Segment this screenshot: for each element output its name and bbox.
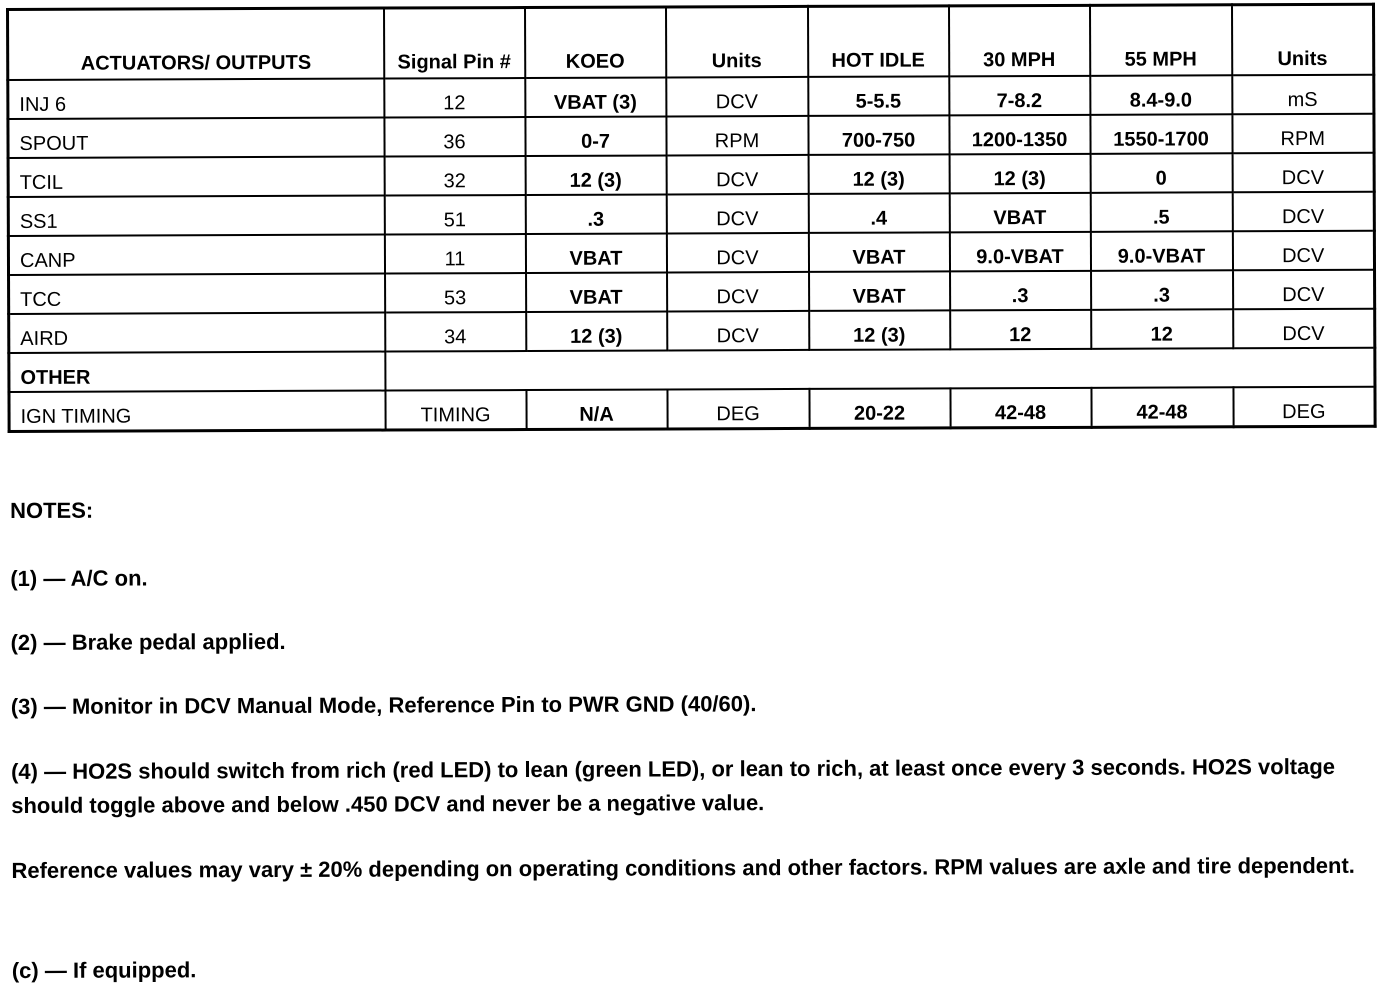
table-row-spout xyxy=(8,114,1374,158)
cell-hot-idle: VBAT xyxy=(809,271,950,311)
cell-name: INJ 6 xyxy=(8,79,384,119)
note-reference-values: Reference values may vary ± 20% depending on operating conditions and other factors. RPM values are axle and tire dependent. xyxy=(11,852,1355,883)
cell-koeo: 12 (3) xyxy=(526,311,667,351)
cell-units: DCV xyxy=(666,77,808,117)
note-4: (4) — HO2S should switch from rich (red LED) to lean (green LED), or lean to rich, at least once every 3 seconds. HO2S voltage should toggle above and below .450 DCV and never be a negative value. xyxy=(11,753,1336,818)
cell-30-mph: 12 (3) xyxy=(949,154,1090,194)
table-row-tcc xyxy=(9,270,1375,314)
cell-pin: 34 xyxy=(385,312,526,352)
header-30-mph: 30 MPH xyxy=(948,5,1089,76)
cell-30-mph: 42-48 xyxy=(950,388,1091,428)
section-row-other xyxy=(9,348,1375,392)
cell-30-mph: VBAT xyxy=(949,193,1090,233)
header-signal-pin: Signal Pin # xyxy=(384,8,525,79)
cell-units-2: DCV xyxy=(1232,192,1374,232)
cell-name: CANP xyxy=(8,235,384,275)
cell-hot-idle: 5-5.5 xyxy=(808,76,949,116)
cell-30-mph: 9.0-VBAT xyxy=(949,232,1090,272)
cell-hot-idle: 12 (3) xyxy=(808,154,949,194)
cell-30-mph: .3 xyxy=(950,271,1091,311)
cell-name: TCC xyxy=(9,274,385,314)
notes-section xyxy=(10,493,1370,983)
cell-units-2: mS xyxy=(1232,75,1374,115)
header-55-mph: 55 MPH xyxy=(1089,5,1231,76)
note-2: (2) — Brake pedal applied. xyxy=(10,628,286,655)
cell-30-mph: 12 xyxy=(950,310,1091,350)
cell-units-2: RPM xyxy=(1232,114,1374,154)
cell-hot-idle: .4 xyxy=(808,193,949,233)
cell-name: SPOUT xyxy=(8,118,384,158)
reference-values-table xyxy=(6,3,1377,433)
cell-55-mph: 0 xyxy=(1090,153,1232,193)
note-3: (3) — Monitor in DCV Manual Mode, Reference Pin to PWR GND (40/60). xyxy=(10,691,757,719)
cell-koeo: 0-7 xyxy=(525,116,666,156)
reference-values-table-container xyxy=(6,3,1374,433)
cell-30-mph: 1200-1350 xyxy=(949,115,1090,155)
header-actuators-outputs: ACTUATORS/ OUTPUTS xyxy=(8,8,384,80)
table-row-aird xyxy=(9,309,1375,353)
cell-koeo: VBAT xyxy=(526,272,667,312)
cell-55-mph: 8.4-9.0 xyxy=(1090,75,1232,115)
cell-koeo: VBAT (3) xyxy=(525,77,666,117)
cell-pin: 53 xyxy=(385,273,526,313)
table-row-ign-timing xyxy=(9,387,1375,432)
header-row xyxy=(8,4,1374,80)
cell-hot-idle: VBAT xyxy=(808,232,949,272)
cell-hot-idle: 700-750 xyxy=(808,115,949,155)
cell-koeo: .3 xyxy=(525,194,666,234)
cell-units: DCV xyxy=(667,272,809,312)
cell-units: DEG xyxy=(667,389,809,429)
cell-name: TCIL xyxy=(8,157,384,197)
header-koeo: KOEO xyxy=(525,7,666,78)
cell-55-mph: 42-48 xyxy=(1091,387,1233,427)
cell-units-2: DCV xyxy=(1232,153,1374,193)
cell-pin: 36 xyxy=(384,117,525,157)
cell-55-mph: .3 xyxy=(1091,270,1233,310)
cell-pin: 11 xyxy=(384,234,525,274)
cell-koeo: N/A xyxy=(526,389,667,429)
table-row-tcil xyxy=(8,153,1374,197)
note-if-equipped: (c) — If equipped. xyxy=(11,957,197,983)
cell-units: DCV xyxy=(666,194,808,234)
cell-units-2: DCV xyxy=(1233,309,1375,349)
cell-units-2: DCV xyxy=(1232,231,1374,271)
cell-units-2: DEG xyxy=(1233,387,1375,427)
cell-units: DCV xyxy=(666,155,808,195)
table-row-ss1 xyxy=(8,192,1374,236)
cell-pin: 12 xyxy=(384,78,525,118)
cell-koeo: 12 (3) xyxy=(525,155,666,195)
cell-koeo: VBAT xyxy=(525,233,666,273)
cell-55-mph: 1550-1700 xyxy=(1090,114,1232,154)
table-row-inj6 xyxy=(8,75,1374,119)
cell-units-2: DCV xyxy=(1233,270,1375,310)
cell-55-mph: 12 xyxy=(1091,309,1233,349)
table-row-canp xyxy=(8,231,1374,275)
cell-pin: 51 xyxy=(384,195,525,235)
cell-hot-idle: 12 (3) xyxy=(809,310,950,350)
header-units-2: Units xyxy=(1231,4,1373,75)
section-label: OTHER xyxy=(9,352,385,392)
header-hot-idle: HOT IDLE xyxy=(807,6,948,77)
cell-55-mph: .5 xyxy=(1090,192,1232,232)
note-1: (1) — A/C on. xyxy=(10,565,148,591)
cell-pin: TIMING xyxy=(385,390,526,430)
cell-name: AIRD xyxy=(9,313,385,353)
notes-heading: NOTES: xyxy=(10,497,94,523)
cell-pin: 32 xyxy=(384,156,525,196)
cell-units: DCV xyxy=(667,311,809,351)
cell-30-mph: 7-8.2 xyxy=(949,76,1090,116)
section-blank-cell xyxy=(385,348,1375,391)
cell-units: RPM xyxy=(666,116,808,156)
header-units: Units xyxy=(666,6,808,77)
cell-name: IGN TIMING xyxy=(9,391,385,432)
cell-name: SS1 xyxy=(8,196,384,236)
cell-55-mph: 9.0-VBAT xyxy=(1090,231,1232,271)
cell-hot-idle: 20-22 xyxy=(809,388,950,428)
cell-units: DCV xyxy=(666,233,808,273)
